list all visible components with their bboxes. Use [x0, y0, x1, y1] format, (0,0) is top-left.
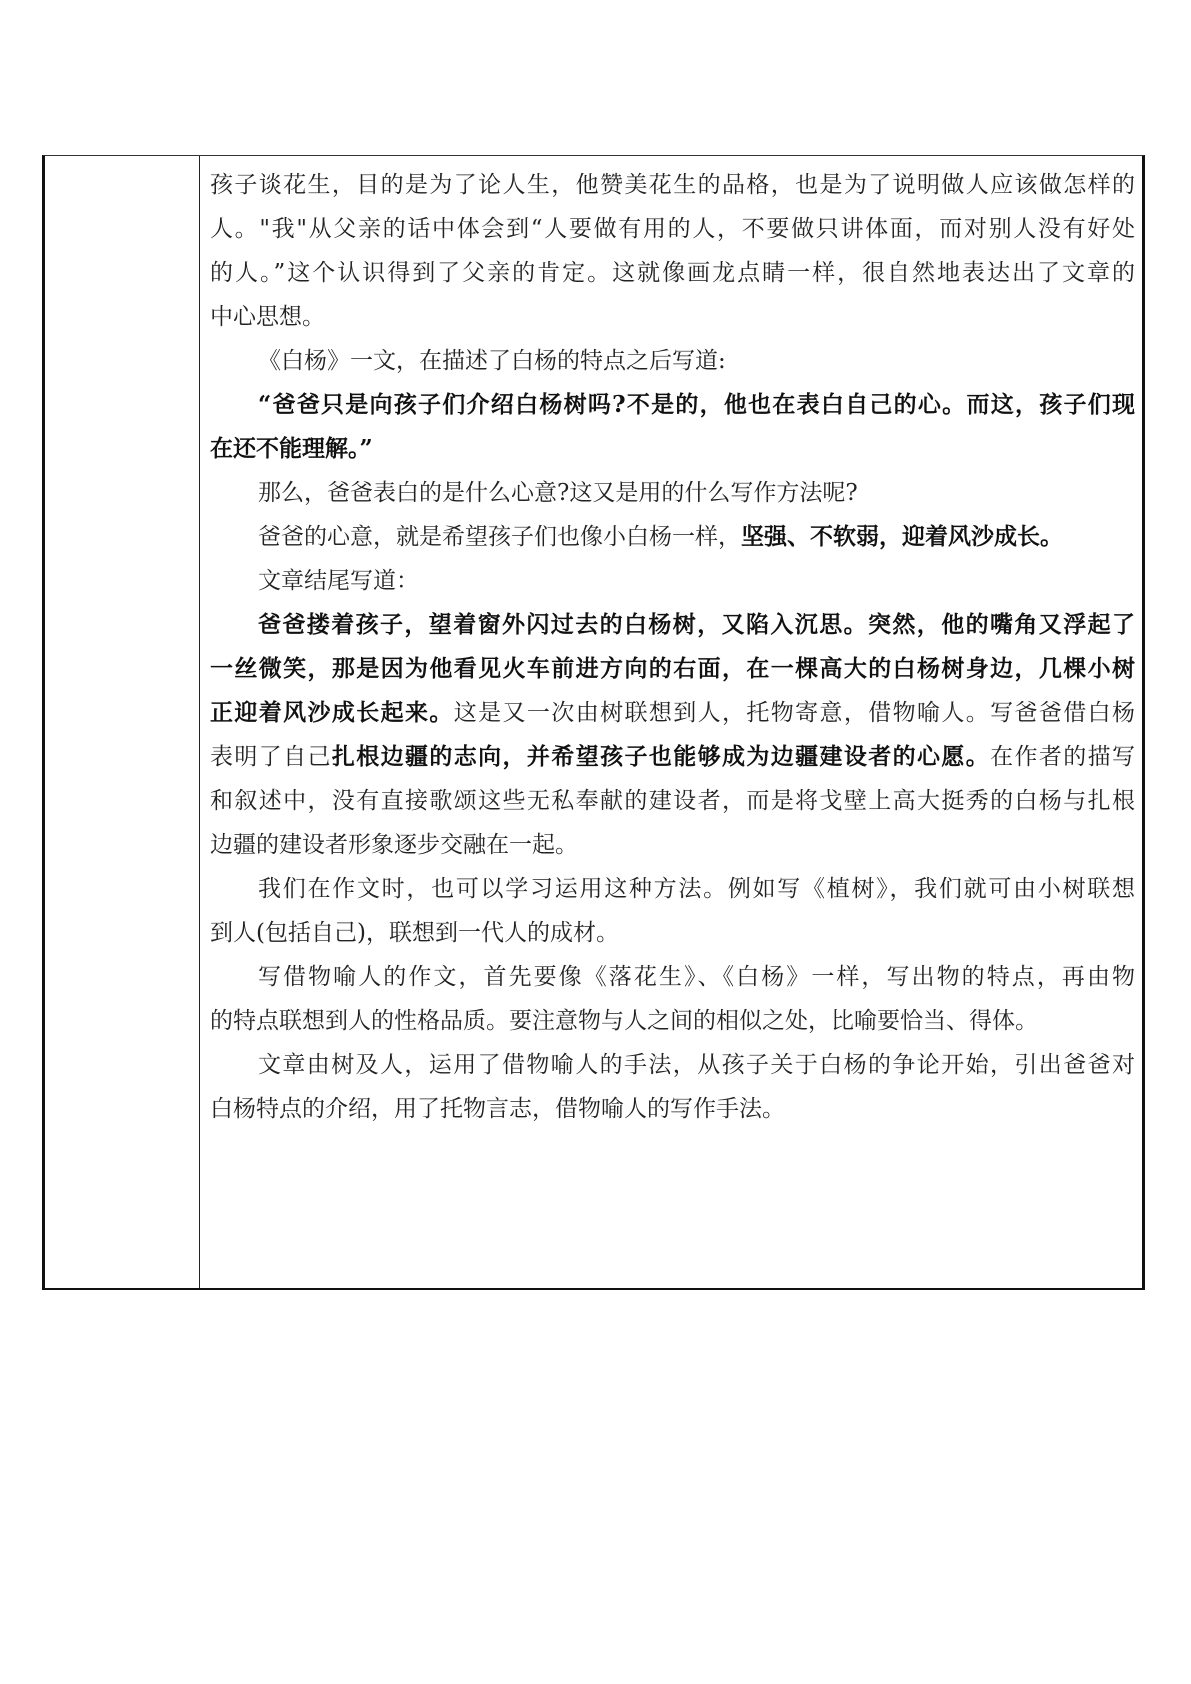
- text-line-3: 的人。”这个认识得到了父亲的肯定。这就像画龙点睛一样，很自然地表达出了文章的: [210, 260, 1135, 286]
- text-line-5: 《白杨》一文，在描述了白杨的特点之后写道:: [258, 348, 726, 374]
- text-line-1: 孩子谈花生，目的是为了论人生，他赞美花生的品格，也是为了说明做人应该做怎样的: [210, 172, 1135, 198]
- text-line-13: 正迎着风沙成长起来。这是又一次由树联想到人，托物寄意，借物喻人。写爸爸借白杨: [210, 699, 1135, 726]
- text-line-17: 我们在作文时，也可以学习运用这种方法。例如写《植树》，我们就可由小树联想: [258, 876, 1135, 902]
- text-line-7: 在还不能理解。”: [210, 435, 373, 462]
- text-line-6: “爸爸只是向孩子们介绍白杨树吗?不是的，他也在表白自己的心。而这，孩子们现: [258, 391, 1135, 418]
- text-line-14: 表明了自己扎根边疆的志向，并希望孩子也能够成为边疆建设者的心愿。在作者的描写: [210, 743, 1135, 770]
- text-line-9: 爸爸的心意，就是希望孩子们也像小白杨一样，坚强、不软弱，迎着风沙成长。: [258, 523, 1063, 550]
- text-line-2: 人。"我"从父亲的话中体会到“人要做有用的人，不要做只讲体面，而对别人没有好处: [210, 216, 1135, 242]
- text-line-20: 的特点联想到人的性格品质。要注意物与人之间的相似之处，比喻要恰当、得体。: [210, 1008, 1038, 1034]
- document-table: [42, 155, 1145, 1290]
- text-line-18: 到人(包括自己)，联想到一代人的成材。: [210, 920, 619, 946]
- text-line-22: 白杨特点的介绍，用了托物言志，借物喻人的写作手法。: [210, 1096, 785, 1122]
- text-line-10: 文章结尾写道：: [258, 568, 419, 594]
- text-line-11: 爸爸搂着孩子，望着窗外闪过去的白杨树，又陷入沉思。突然，他的嘴角又浮起了: [258, 611, 1135, 638]
- text-line-19: 写借物喻人的作文，首先要像《落花生》、《白杨》一样，写出物的特点，再由物: [258, 964, 1135, 990]
- left-empty-cell: [45, 156, 200, 1288]
- text-line-8: 那么，爸爸表白的是什么心意?这又是用的什么写作方法呢?: [258, 480, 858, 506]
- text-line-16: 边疆的建设者形象逐步交融在一起。: [210, 832, 578, 858]
- text-line-12: 一丝微笑，那是因为他看见火车前进方向的右面，在一棵高大的白杨树身边，几棵小树: [210, 655, 1135, 682]
- content-cell: [210, 156, 1135, 1288]
- text-line-15: 和叙述中，没有直接歌颂这些无私奉献的建设者，而是将戈壁上高大挺秀的白杨与扎根: [210, 788, 1135, 814]
- text-line-21: 文章由树及人，运用了借物喻人的手法，从孩子关于白杨的争论开始，引出爸爸对: [258, 1052, 1135, 1078]
- text-line-4: 中心思想。: [210, 304, 325, 330]
